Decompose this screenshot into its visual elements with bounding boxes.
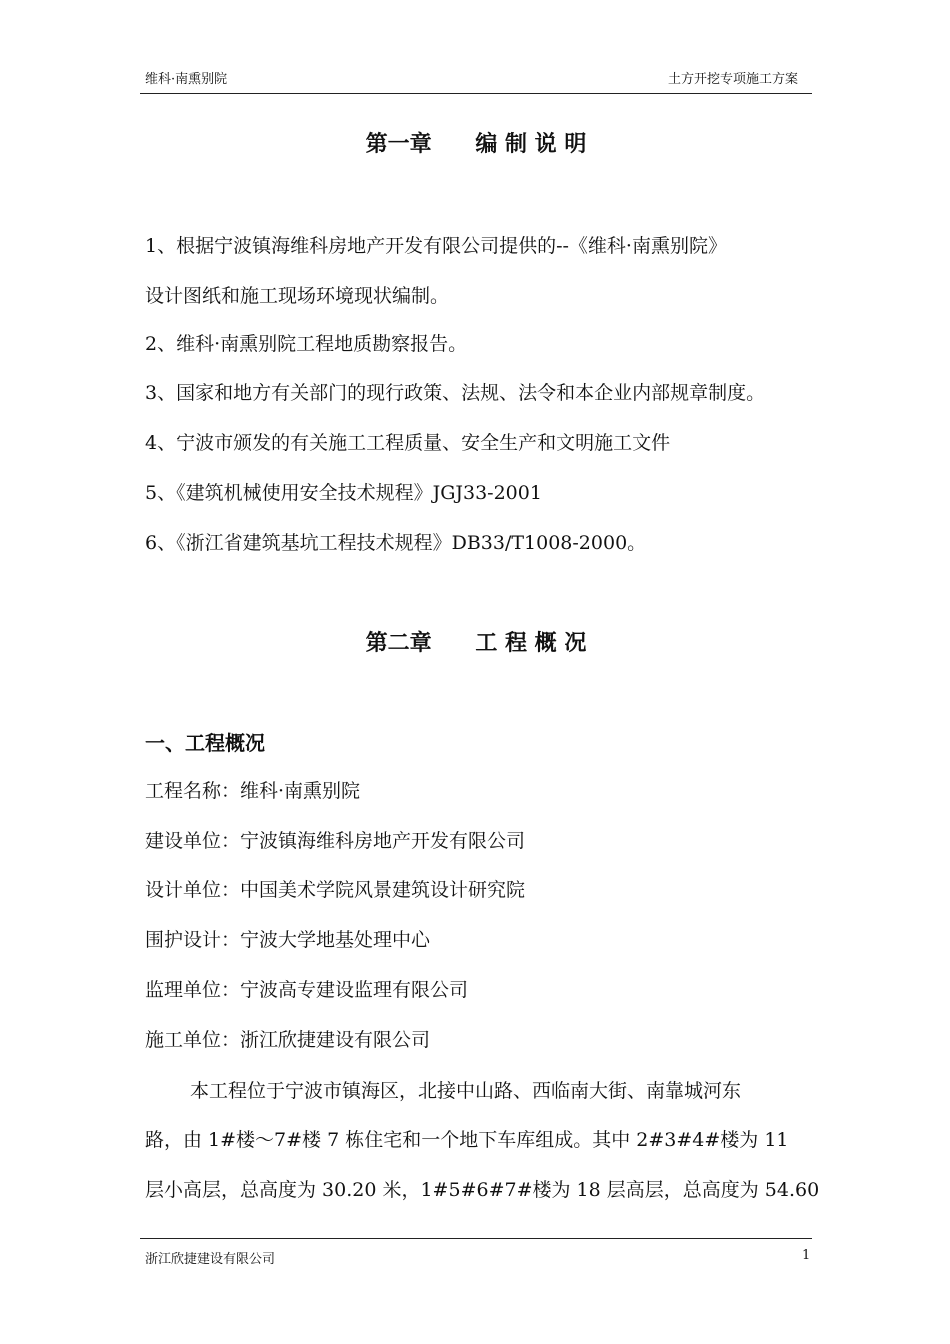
header-document-title: 土方开挖专项施工方案	[668, 72, 799, 87]
chapter-2-title: 工 程 概 况	[475, 631, 587, 656]
info-supervisor: 监理单位：宁波高专建设监理有限公司	[145, 979, 469, 1001]
list-item: 4、宁波市颁发的有关施工工程质量、安全生产和文明施工文件	[145, 432, 671, 454]
list-item: 5、《建筑机械使用安全技术规程》JGJ33-2001	[145, 482, 542, 504]
header-divider	[140, 93, 812, 94]
list-item: 6、《浙江省建筑基坑工程技术规程》DB33/T1008-2000。	[145, 532, 647, 554]
info-contractor: 施工单位：浙江欣捷建设有限公司	[145, 1029, 431, 1051]
chapter-1-number: 第一章	[365, 132, 432, 157]
list-item: 设计图纸和施工现场环境现状编制。	[145, 285, 450, 307]
description-line: 本工程位于宁波市镇海区，北接中山路、西临南大街、南靠城河东	[190, 1080, 742, 1102]
section-heading: 一、工程概况	[145, 731, 265, 755]
description-line: 层小高层，总高度为 30.20 米，1#5#6#7#楼为 18 层高层，总高度为 54.60	[145, 1179, 820, 1201]
info-project-name: 工程名称：维科·南熏别院	[145, 780, 361, 802]
list-item: 2、维科·南熏别院工程地质勘察报告。	[145, 333, 468, 355]
header-project-name: 维科·南熏别院	[145, 72, 228, 87]
chapter-2-heading	[140, 626, 812, 657]
list-item: 1、根据宁波镇海维科房地产开发有限公司提供的--《维科·南熏别院》	[145, 235, 727, 257]
chapter-1-title: 编 制 说 明	[475, 132, 587, 157]
list-item: 3、国家和地方有关部门的现行政策、法规、法令和本企业内部规章制度。	[145, 382, 766, 404]
info-developer: 建设单位：宁波镇海维科房地产开发有限公司	[145, 830, 526, 852]
info-designer: 设计单位：中国美术学院风景建筑设计研究院	[145, 879, 526, 901]
info-retaining-design: 围护设计：宁波大学地基处理中心	[145, 929, 431, 951]
description-line: 路，由 1#楼～7#楼 7 栋住宅和一个地下车库组成。其中 2#3#4#楼为 11	[145, 1129, 789, 1151]
chapter-1-heading	[140, 127, 812, 158]
footer-divider	[140, 1238, 812, 1239]
chapter-2-number: 第二章	[365, 631, 432, 656]
footer-company: 浙江欣捷建设有限公司	[145, 1252, 276, 1267]
page-number: 1	[802, 1248, 811, 1263]
